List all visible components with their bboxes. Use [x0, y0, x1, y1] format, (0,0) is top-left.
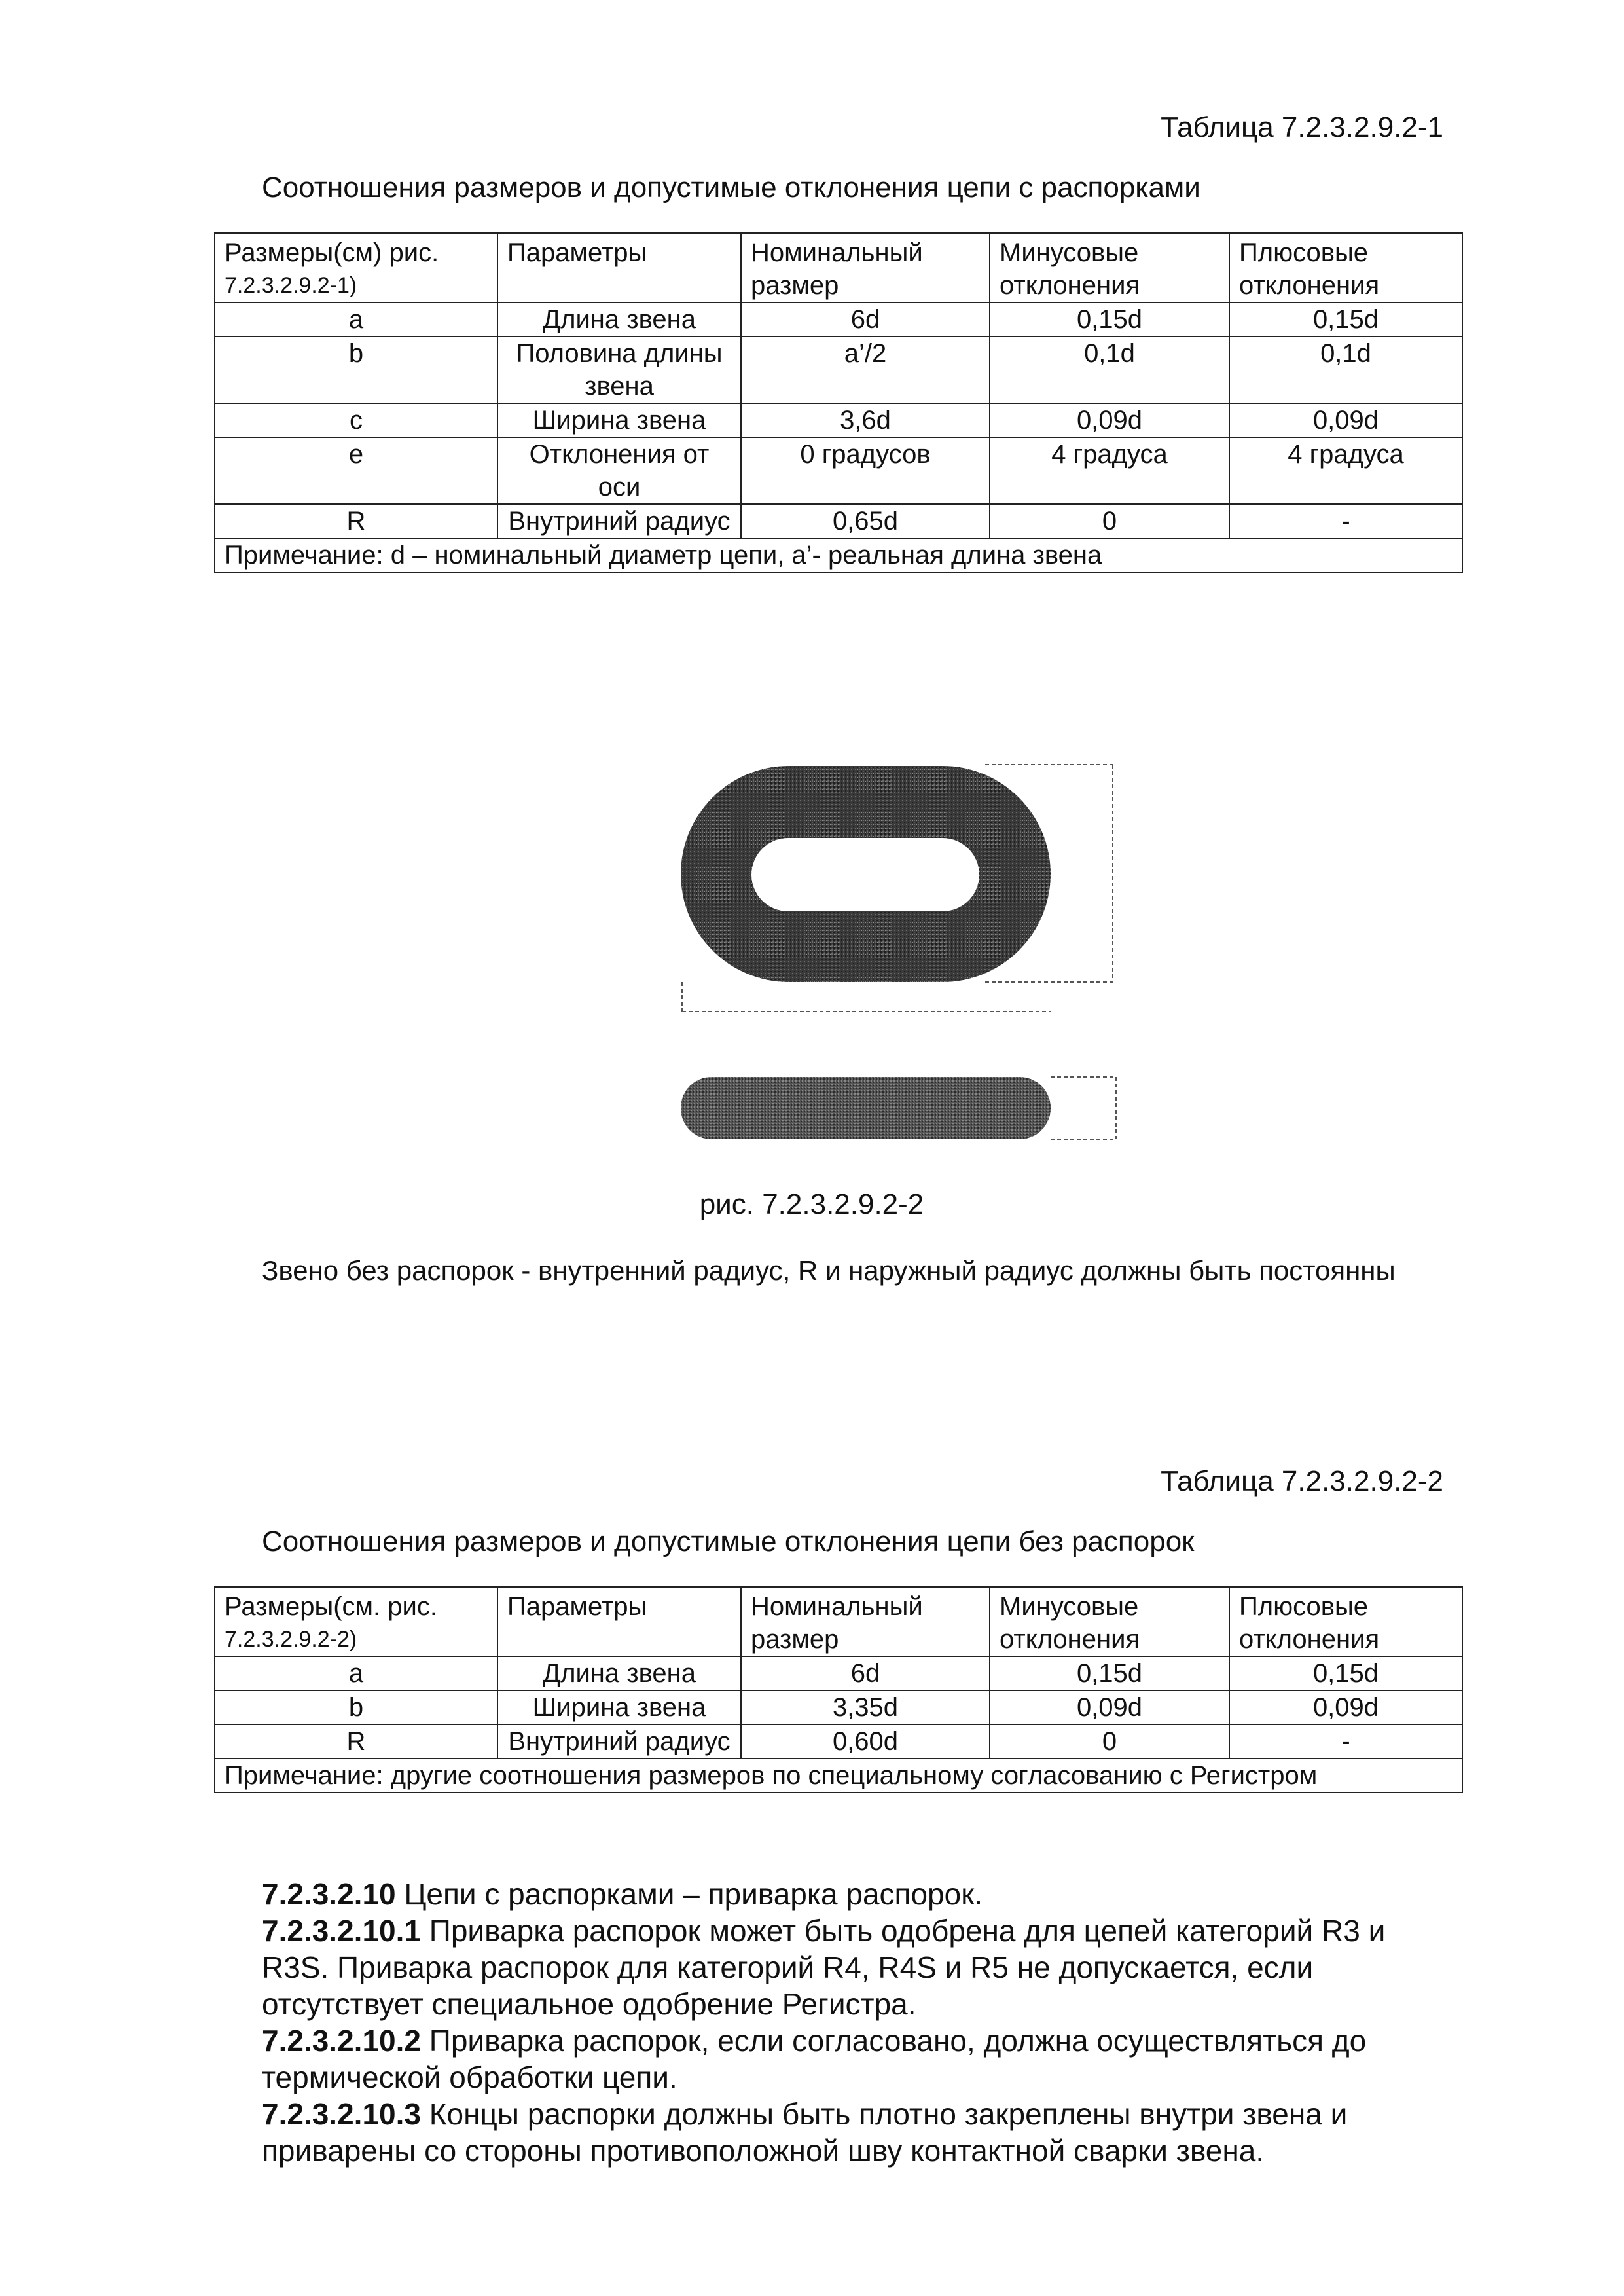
table-cell: 0,15d	[990, 1656, 1229, 1690]
table2-note-row	[215, 1758, 1462, 1793]
table-cell: Внутриний радиус	[497, 1724, 741, 1758]
table-cell: 0,09d	[990, 1690, 1229, 1724]
section-list	[262, 1876, 1460, 2169]
table-cell: 4 градуса	[990, 437, 1229, 504]
table-cell: b	[215, 1690, 497, 1724]
table-cell: 6d	[741, 302, 990, 337]
table-row	[215, 302, 1462, 337]
section-number: 7.2.3.2.10.2	[262, 2024, 421, 2058]
table2	[214, 1586, 1463, 1793]
table1-header-params: Параметры	[497, 233, 741, 302]
table-row	[215, 1724, 1462, 1758]
table-cell: 0,09d	[1229, 403, 1462, 437]
table1-label: Таблица 7.2.3.2.9.2-1	[1161, 111, 1443, 143]
table-cell: c	[215, 403, 497, 437]
chain-link-top-view	[681, 766, 1051, 982]
table2-note: Примечание: другие соотношения размеров по специальному согласованию с Регистром	[215, 1758, 1462, 1793]
table-cell: 0,1d	[1229, 337, 1462, 403]
table2-caption: Соотношения размеров и допустимые отклонения цепи без распорок	[262, 1525, 1195, 1558]
side-dimension-lines	[1051, 1077, 1116, 1139]
table-cell: -	[1229, 504, 1462, 538]
section-number: 7.2.3.2.10	[262, 1877, 396, 1911]
table2-header-minus: Минусовые отклонения	[990, 1587, 1229, 1656]
table-cell: e	[215, 437, 497, 504]
table-row	[215, 403, 1462, 437]
table1-header-plus: Плюсовые отклонения	[1229, 233, 1462, 302]
table2-header-dims: Размеры(см. рис. 7.2.3.2.9.2-2)	[215, 1587, 497, 1656]
table1-caption: Соотношения размеров и допустимые отклонения цепи с распорками	[262, 172, 1200, 204]
section-paragraph	[262, 1876, 1460, 1912]
table-cell: Половина длины звена	[497, 337, 741, 403]
table-cell: 3,35d	[741, 1690, 990, 1724]
table-cell: -	[1229, 1724, 1462, 1758]
table-cell: 0	[990, 504, 1229, 538]
table-cell: 4 градуса	[1229, 437, 1462, 504]
section-text: Цепи с распорками – приварка распорок.	[395, 1877, 983, 1911]
table1-note-row	[215, 538, 1462, 572]
table1-header-nominal: Номинальный размер	[741, 233, 990, 302]
section-paragraph	[262, 2096, 1460, 2169]
table-cell: 0,15d	[1229, 1656, 1462, 1690]
table-cell: 0,65d	[741, 504, 990, 538]
table1-header-row	[215, 233, 1462, 302]
table-cell: Ширина звена	[497, 403, 741, 437]
table-cell: Внутриний радиус	[497, 504, 741, 538]
table-cell: 0,09d	[1229, 1690, 1462, 1724]
section-number: 7.2.3.2.10.1	[262, 1914, 421, 1948]
table-cell: Длина звена	[497, 1656, 741, 1690]
table-cell: 0 градусов	[741, 437, 990, 504]
table-row	[215, 437, 1462, 504]
table-cell: 0,15d	[1229, 302, 1462, 337]
table-cell: 6d	[741, 1656, 990, 1690]
table-cell: R	[215, 504, 497, 538]
table-cell: 0,1d	[990, 337, 1229, 403]
table2-header-row	[215, 1587, 1462, 1656]
table-row	[215, 1690, 1462, 1724]
figure-description: Звено без распорок - внутренний радиус, R и наружный радиус должны быть постоянны	[262, 1255, 1396, 1286]
table2-label: Таблица 7.2.3.2.9.2-2	[1161, 1465, 1443, 1497]
table-cell: Длина звена	[497, 302, 741, 337]
figure-caption: рис. 7.2.3.2.9.2-2	[699, 1188, 924, 1220]
section-text: Концы распорки должны быть плотно закреплены внутри звена и приварены со стороны противоположной шву контактной сварки звена.	[262, 2097, 1348, 2168]
section-paragraph	[262, 1912, 1460, 2022]
table-cell: 0	[990, 1724, 1229, 1758]
table-row	[215, 1656, 1462, 1690]
table-row	[215, 337, 1462, 403]
table-cell: a	[215, 302, 497, 337]
section-text: Приварка распорок, если согласовано, должна осуществляться до термической обработки цепи.	[262, 2024, 1367, 2094]
chain-link-figure	[655, 753, 1152, 1165]
table-row	[215, 504, 1462, 538]
section-paragraph	[262, 2022, 1460, 2096]
table2-header-plus: Плюсовые отклонения	[1229, 1587, 1462, 1656]
table1-note: Примечание: d – номинальный диаметр цепи, a’- реальная длина звена	[215, 538, 1462, 572]
table-cell: 0,60d	[741, 1724, 990, 1758]
table-cell: Отклонения от оси	[497, 437, 741, 504]
table-cell: 0,09d	[990, 403, 1229, 437]
table-cell: R	[215, 1724, 497, 1758]
section-number: 7.2.3.2.10.3	[262, 2097, 421, 2131]
table-cell: a’/2	[741, 337, 990, 403]
section-text: Приварка распорок может быть одобрена для цепей категорий R3 и R3S. Приварка распорок для категорий R4, R4S и R5 не допускается, если отсутствует специальное одобрение Регистра.	[262, 1914, 1386, 2021]
table-cell: b	[215, 337, 497, 403]
table2-header-params: Параметры	[497, 1587, 741, 1656]
table1-header-minus: Минусовые отклонения	[990, 233, 1229, 302]
chain-link-side-view	[681, 1077, 1051, 1139]
table-cell: a	[215, 1656, 497, 1690]
table-cell: 0,15d	[990, 302, 1229, 337]
table-cell: Ширина звена	[497, 1690, 741, 1724]
table1	[214, 232, 1463, 573]
table-cell: 3,6d	[741, 403, 990, 437]
table2-header-nominal: Номинальный размер	[741, 1587, 990, 1656]
table1-header-dims: Размеры(см) рис. 7.2.3.2.9.2-1)	[215, 233, 497, 302]
